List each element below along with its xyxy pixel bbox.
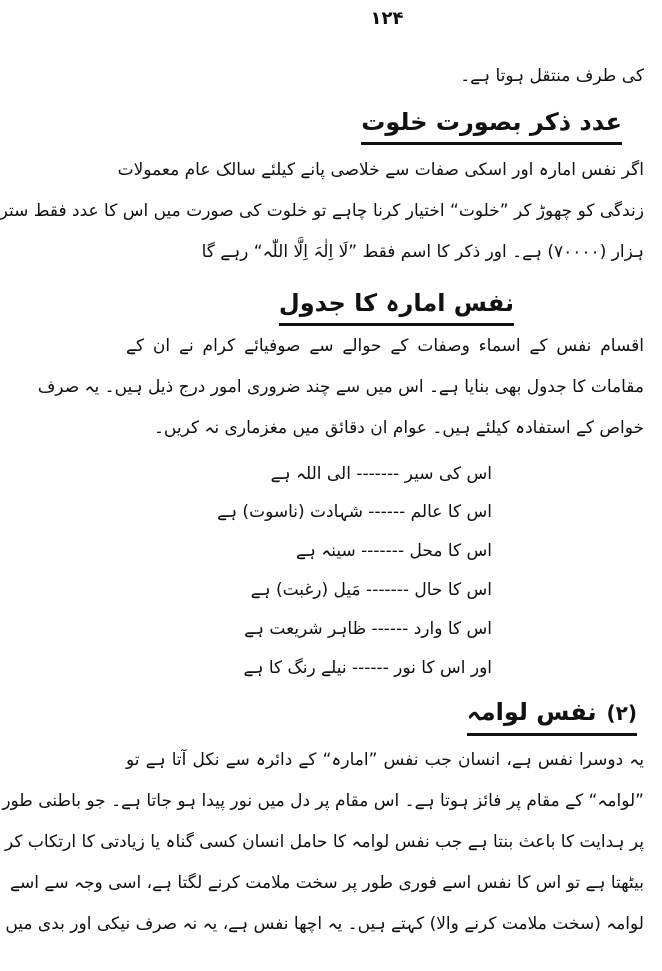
paragraph-line: زندگی کو چھوڑ کر ”خلوت“ اختیار کرنا چاہے تو خلوت کی صورت میں اس کا عدد فقط ستر: [0, 201, 644, 221]
section-heading-nafs-ammara-table: نفس امارہ کا جدول: [279, 285, 514, 326]
section-number: (۲): [606, 701, 637, 725]
table-row: اس کا حال ------- مَیل (رغبت) ہے: [250, 580, 492, 600]
paragraph-line: یہ دوسرا نفس ہے، انسان جب نفس ”امارہ“ کے دائرہ سے نکل آتا ہے تو: [126, 750, 644, 770]
paragraph-line: ہزار (۷۰۰۰۰) ہے۔ اور ذکر کا اسم فقط ”لَا اِلٰہَ اِلَّا اللّٰہ“ رہے گا: [201, 242, 644, 262]
paragraph-line: ”لوامہ“ کے مقام پر فائز ہوتا ہے۔ اس مقام پر دل میں نور پیدا ہو جاتا ہے۔ جو باطنی طور: [2, 791, 644, 811]
section-heading-khalwat: عدد ذکر بصورت خلوت: [361, 104, 622, 145]
table-row: اس کا وارد ------ ظاہر شریعت ہے: [244, 619, 492, 639]
table-row: اس کی سیر ------- الی اللہ ہے: [270, 464, 492, 484]
section-heading-nafs-lawwama: [467, 694, 637, 736]
paragraph-line: بیٹھتا ہے تو اس کا نفس اسے فوری طور پر سخت ملامت کرنے لگتا ہے، اسی وجہ سے اسے: [10, 873, 644, 893]
section-heading-text: نفس لوامہ: [466, 698, 597, 726]
continuation-line: کی طرف منتقل ہوتا ہے۔: [460, 66, 644, 86]
table-row: اور اس کا نور ------ نیلے رنگ کا ہے: [243, 658, 492, 678]
table-row: اس کا عالم ------ شہادت (ناسوت) ہے: [217, 502, 492, 522]
table-row: اس کا محل ------- سینہ ہے: [295, 541, 492, 561]
paragraph-line: خواص کے استفادہ کیلئے ہیں۔ عوام ان دقائق میں مغزماری نہ کریں۔: [153, 418, 644, 438]
paragraph-line: لوامہ (سخت ملامت کرنے والا) کہتے ہیں۔ یہ اچھا نفس ہے، یہ نہ صرف نیکی اور بدی میں: [5, 914, 644, 934]
page-number: ۱۲۴: [370, 8, 404, 29]
paragraph-line: اقسام نفس کے اسماء وصفات کے حوالے سے صوفیائے کرام نے ان کے: [126, 336, 644, 356]
paragraph-line: اگر نفس امارہ اور اسکی صفات سے خلاصی پانے کیلئے سالک عام معمولات: [117, 160, 644, 180]
paragraph-line: مقامات کا جدول بھی بنایا ہے۔ اس میں سے چند ضروری امور درج ذیل ہیں۔ یہ صرف: [37, 377, 644, 397]
paragraph-line: پر ہدایت کا باعث بنتا ہے جب نفس لوامہ کا حامل انسان کسی گناہ یا زیادتی کا ارتکاب کر: [5, 832, 644, 852]
